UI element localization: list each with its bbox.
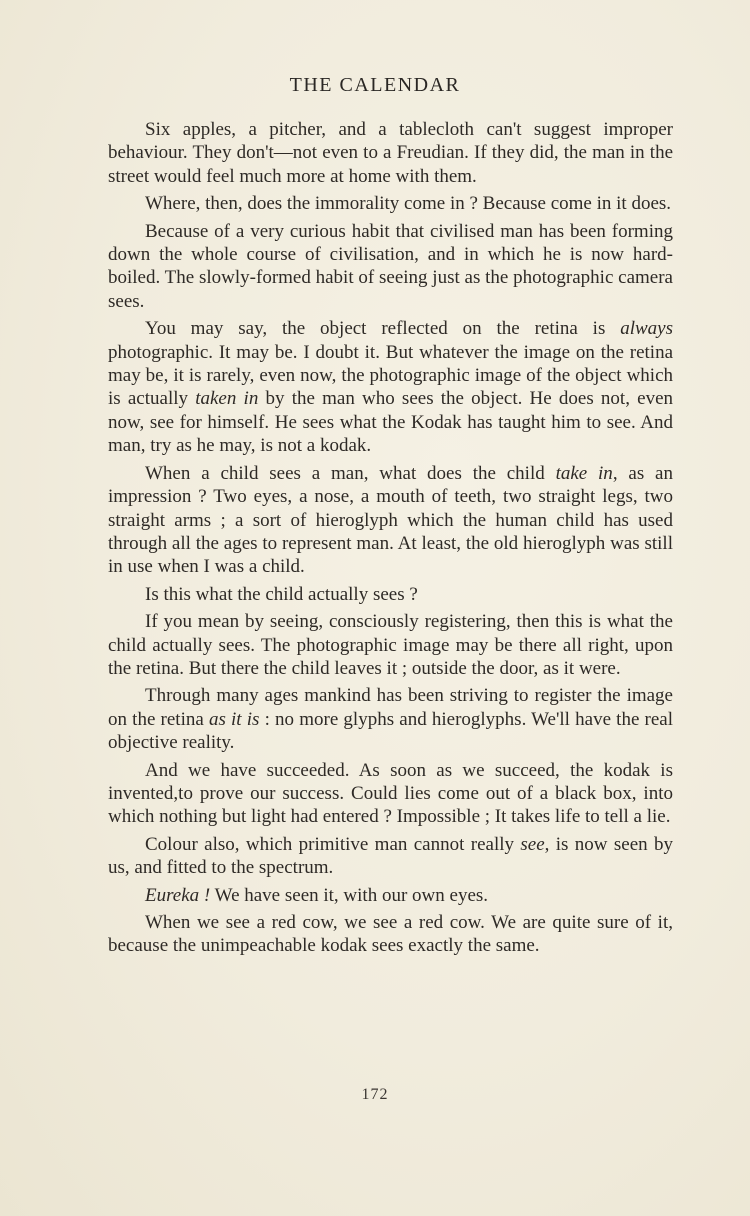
page-number: 172 xyxy=(361,1086,389,1103)
text-run: , is now seen by us, and fitted to the spectrum. xyxy=(108,833,673,879)
italic-run: always xyxy=(620,318,673,340)
paragraph xyxy=(108,118,673,188)
paragraph xyxy=(108,583,673,606)
body-text xyxy=(108,118,673,962)
paragraph xyxy=(108,684,673,754)
text-run: by the man who sees the object. He does not, even now, see for himself. He sees what the Kodak has taught him to see. And man, try as he may, is not a kodak. xyxy=(108,388,674,457)
text-run: photographic. It may be. I doubt it. But whatever the image on the retina may be, it is rarely, even now, the photographic image of the object which is actually xyxy=(108,341,673,410)
text-run: We have seen it, with our own eyes. xyxy=(210,884,489,906)
paragraph xyxy=(108,192,673,215)
running-head: THE CALENDAR xyxy=(289,74,461,96)
text-run: And we have succeeded. As soon as we succeed, the kodak is invented,to prove our success. Could lies come out of a black box, into which nothing but light had entered ? Impossible ; It takes life to tell a lie. xyxy=(108,759,673,828)
text-run: Is this what the child actually sees ? xyxy=(145,583,418,605)
paragraph xyxy=(108,759,673,829)
italic-run: taken in xyxy=(195,388,259,410)
paragraph xyxy=(108,884,673,907)
italic-run: take in xyxy=(555,462,613,484)
text-run: You may say, the object reflected on the retina is xyxy=(145,318,621,340)
text-run: Where, then, does the immorality come in ? Because come in it does. xyxy=(145,193,672,215)
paragraph xyxy=(108,220,673,314)
italic-run: see xyxy=(520,833,545,855)
text-run: : no more glyphs and hieroglyphs. We'll have the real objective reality. xyxy=(108,708,674,754)
italic-run: Eureka ! xyxy=(145,884,211,906)
text-run: Through many ages mankind has been striving to register the image on the retina xyxy=(108,685,673,730)
text-run: Because of a very curious habit that civilised man has been forming down the whole course of civilisation, and in which he is now hard-boiled. The slowly-formed habit of seeing just as the photographic camera sees. xyxy=(108,220,673,312)
paragraph xyxy=(108,911,673,958)
italic-run: as it is xyxy=(208,708,260,730)
text-run: When we see a red cow, we see a red cow. We are quite sure of it, because the unimpeachable kodak sees exactly the same. xyxy=(108,912,673,957)
text-run: Six apples, a pitcher, and a tablecloth can't suggest improper behaviour. They don't—not even to a Freudian. If they did, the man in the street would feel much more at home with them. xyxy=(108,119,673,187)
text-run: Colour also, which primitive man cannot really xyxy=(145,833,521,855)
text-run: When a child sees a man, what does the child xyxy=(145,462,556,484)
text-run: , as an impression ? Two eyes, a nose, a mouth of teeth, two straight legs, two straight arms ; a sort of hieroglyph which the human child has used through all the ages to represent man. At least, the old hieroglyph was still in use when I was a child. xyxy=(108,462,673,578)
paragraph xyxy=(108,317,673,457)
paragraph xyxy=(108,610,673,680)
paragraph xyxy=(108,833,673,880)
paragraph xyxy=(108,462,673,579)
text-run: If you mean by seeing, consciously registering, then this is what the child actually sees. The photographic image may be there all right, upon the retina. But there the child leaves it ; outside the door, as it were. xyxy=(108,611,673,679)
